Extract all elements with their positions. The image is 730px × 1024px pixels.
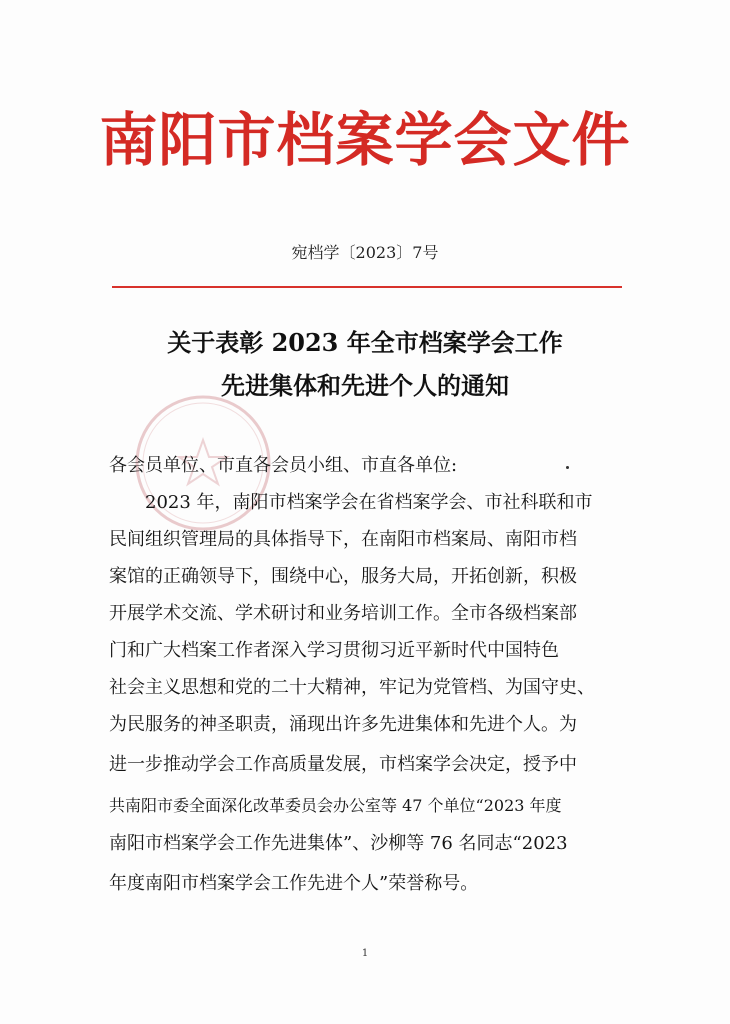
body-line: 社会主义思想和党的二十大精神，牢记为党管档、为国守史、 <box>109 677 595 698</box>
red-divider-line <box>112 286 622 288</box>
body-line: 年度南阳市档案学会工作先进个人”荣誉称号。 <box>109 873 479 894</box>
body-line: 民间组织管理局的具体指导下，在南阳市档案局、南阳市档 <box>109 529 577 550</box>
body-line: 共南阳市委全面深化改革委员会办公室等 47 个单位“2023 年度 <box>109 796 562 815</box>
document-header-title: 南阳市档案学会文件 <box>99 106 631 174</box>
stray-mark <box>566 466 569 469</box>
body-line: 进一步推动学会工作高质量发展，市档案学会决定，授予中 <box>109 754 577 775</box>
body-line: 为民服务的神圣职责，涌现出许多先进集体和先进个人。为 <box>109 714 577 735</box>
body-line: 开展学术交流、学术研讨和业务培训工作。全市各级档案部 <box>109 603 577 624</box>
notice-title-line2: 先进集体和先进个人的通知 <box>221 371 509 400</box>
document-number: 宛档学〔2023〕7号 <box>291 243 439 262</box>
body-line: 门和广大档案工作者深入学习贯彻习近平新时代中国特色 <box>109 640 559 661</box>
salutation: 各会员单位、市直各会员小组、市直各单位: <box>109 455 458 476</box>
page-number: 1 <box>361 948 369 959</box>
notice-title-line1: 关于表彰 2023 年全市档案学会工作 <box>167 328 563 357</box>
body-line: 南阳市档案学会工作先进集体”、沙柳等 76 名同志“2023 <box>109 833 568 854</box>
body-line: 案馆的正确领导下，围绕中心，服务大局，开拓创新，积极 <box>109 566 577 587</box>
body-line: 2023 年，南阳市档案学会在省档案学会、市社科联和市 <box>145 492 593 513</box>
